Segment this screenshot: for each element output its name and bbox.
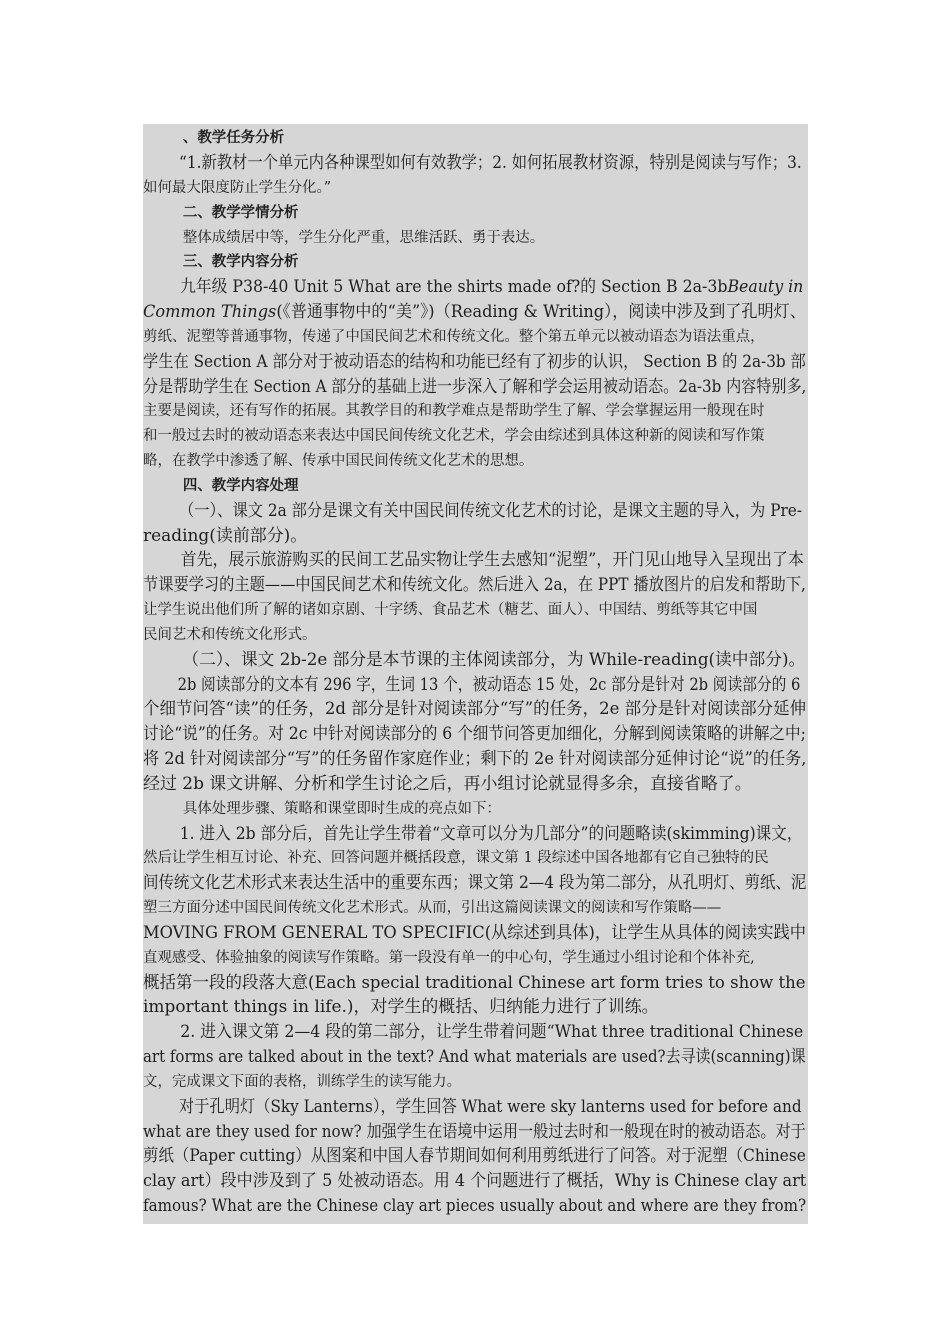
paragraph-line: （一）、课文 2a 部分是课文有关中国民间传统文化艺术的讨论，是课文主题的导入，为 Pre-	[178, 501, 802, 521]
document-page	[143, 124, 808, 1224]
paragraph-line: 概括第一段的段落大意(Each special traditional Chinese art form tries to show the	[143, 973, 806, 993]
book-title-run: Beauty in	[727, 277, 804, 297]
paragraph-line: 让学生说出他们所了解的诸如京剧、十字绣、食品艺术（糖艺、面人）、中国结、剪纸等其它中国	[143, 602, 758, 618]
paragraph-line: 具体处理步骤、策略和课堂即时生成的亮点如下：	[182, 801, 501, 817]
paragraph-line: famous? What are the Chinese clay art pieces usually about and where are they from?	[143, 1196, 807, 1216]
text-run: (《普通事物中的“美”》)（Reading & Writing），阅读中涉及到了孔明灯、	[276, 302, 806, 322]
paragraph-line: reading(读前部分)。	[143, 526, 308, 546]
paragraph-line	[143, 300, 806, 325]
heading-content-analysis: 三、教学内容分析	[182, 253, 299, 270]
paragraph-line: 略，在教学中渗透了解、传承中国民间传统文化艺术的思想。	[143, 453, 534, 469]
paragraph-line: 将 2d 针对阅读部分“写”的任务留作家庭作业；剩下的 2e 针对阅读部分延伸讨论“说”的任务,	[143, 749, 807, 769]
paragraph-line: 个细节问答“读”的任务，2d 部分是针对阅读部分“写”的任务，2e 部分是针对阅读部分延伸	[143, 699, 807, 719]
paragraph-line: what are they used for now? 加强学生在语境中运用一般过去时和一般现在时的被动语态。对于	[143, 1122, 806, 1142]
paragraph-line: 经过 2b 课文讲解、分析和学生讨论之后，再小组讨论就显得多余，直接省略了。	[143, 774, 752, 794]
paragraph-line: 2b 阅读部分的文本有 296 字，生词 13 个，被动语态 15 处，2c 部分是针对 2b 阅读部分的 6	[177, 675, 801, 695]
paragraph-line: clay art）段中涉及到了 5 处被动语态。用 4 个问题进行了概括，Why is Chinese clay art	[143, 1171, 807, 1191]
paragraph-line: 和一般过去时的被动语态来表达中国民间传统文化艺术，学会由综述到具体这种新的阅读和写作策	[143, 428, 765, 444]
paragraph-line: 2. 进入课文第 2—4 段的第二部分，让学生带着问题“What three traditional Chinese	[180, 1022, 804, 1042]
book-title-run: Common Things	[143, 302, 277, 322]
heading-task-analysis: 、教学任务分析	[182, 129, 285, 146]
paragraph-line: 节课要学习的主题——中国民间艺术和传统文化。然后进入 2a，在 PPT 播放图片的启发和帮助下,	[143, 575, 806, 595]
paragraph-line: （二）、课文 2b-2e 部分是本节课的主体阅读部分，为 While-reading(读中部分)。	[182, 650, 806, 670]
paragraph-line: important things in life.)，对学生的概括、归纳能力进行了训练。	[143, 997, 659, 1017]
paragraph-line: 讨论“说”的任务。对 2c 中针对阅读部分的 6 个细节问答更加细化，分解到阅读策略的讲解之中;	[143, 724, 806, 744]
paragraph-line: 塑三方面分述中国民间传统文化艺术形式。从而，引出这篇阅读课文的阅读和写作策略——	[143, 900, 722, 916]
paragraph-line: art forms are talked about in the text? And what materials are used?去寻读(scanning)课	[143, 1047, 806, 1067]
paragraph-line: 间传统文化艺术形式来表达生活中的重要东西；课文第 2—4 段为第二部分，从孔明灯、剪纸、泥	[143, 873, 807, 893]
text-run: 九年级 P38-40 Unit 5 What are the shirts made of?的 Section B 2a-3b	[180, 277, 728, 297]
paragraph-line: “1.新教材一个单元内各种课型如何有效教学；2. 如何拓展教材资源，特别是阅读与写作；3.	[179, 153, 802, 173]
paragraph-line: 文，完成课文下面的表格，训练学生的读写能力。	[143, 1074, 462, 1090]
paragraph-line: 剪纸、泥塑等普通事物，传递了中国民间艺术和传统文化。整个第五单元以被动语态为语法重点，	[143, 329, 765, 345]
paragraph-line: 首先，展示旅游购买的民间工艺品实物让学生去感知“泥塑”，开门见山地导入呈现出了本	[180, 550, 804, 570]
heading-content-handling: 四、教学内容处理	[182, 477, 299, 494]
paragraph-line: 直观感受、体验抽象的阅读写作策略。第一段没有单一的中心句，学生通过小组讨论和个体补充,	[143, 950, 755, 966]
paragraph-line: 剪纸（Paper cutting）从图案和中国人春节期间如何利用剪纸进行了问答。对于泥塑（Chinese	[143, 1146, 806, 1166]
paragraph-line: 对于孔明灯（Sky Lanterns），学生回答 What were sky lanterns used for before and	[178, 1097, 802, 1117]
heading-learner-analysis: 二、教学学情分析	[182, 204, 299, 221]
paragraph-line: 如何最大限度防止学生分化。”	[143, 180, 332, 196]
paragraph-line: MOVING FROM GENERAL TO SPECIFIC(从综述到具体)，让学生从具体的阅读实践中	[143, 923, 806, 943]
paragraph-line	[143, 275, 804, 300]
paragraph-line: 然后让学生相互讨论、补充、回答问题并概括段意，课文第 1 段综述中国各地都有它自己独特的民	[143, 850, 769, 866]
paragraph-line: 主要是阅读，还有写作的拓展。其教学目的和教学难点是帮助学生了解、学会掌握运用一般现在时	[143, 403, 765, 419]
paragraph-line: 1. 进入 2b 部分后，首先让学生带着“文章可以分为几部分”的问题略读(skimming)课文，	[179, 824, 803, 844]
paragraph-line: 学生在 Section A 部分对于被动语态的结构和功能已经有了初步的认识， Section B 的 2a-3b 部	[143, 352, 806, 372]
paragraph-line: 分是帮助学生在 Section A 部分的基础上进一步深入了解和学会运用被动语态。2a-3b 内容特别多,	[143, 377, 807, 397]
paragraph-line: 民间艺术和传统文化形式。	[143, 627, 317, 643]
paragraph-line: 整体成绩居中等，学生分化严重，思维活跃、勇于表达。	[182, 230, 545, 246]
